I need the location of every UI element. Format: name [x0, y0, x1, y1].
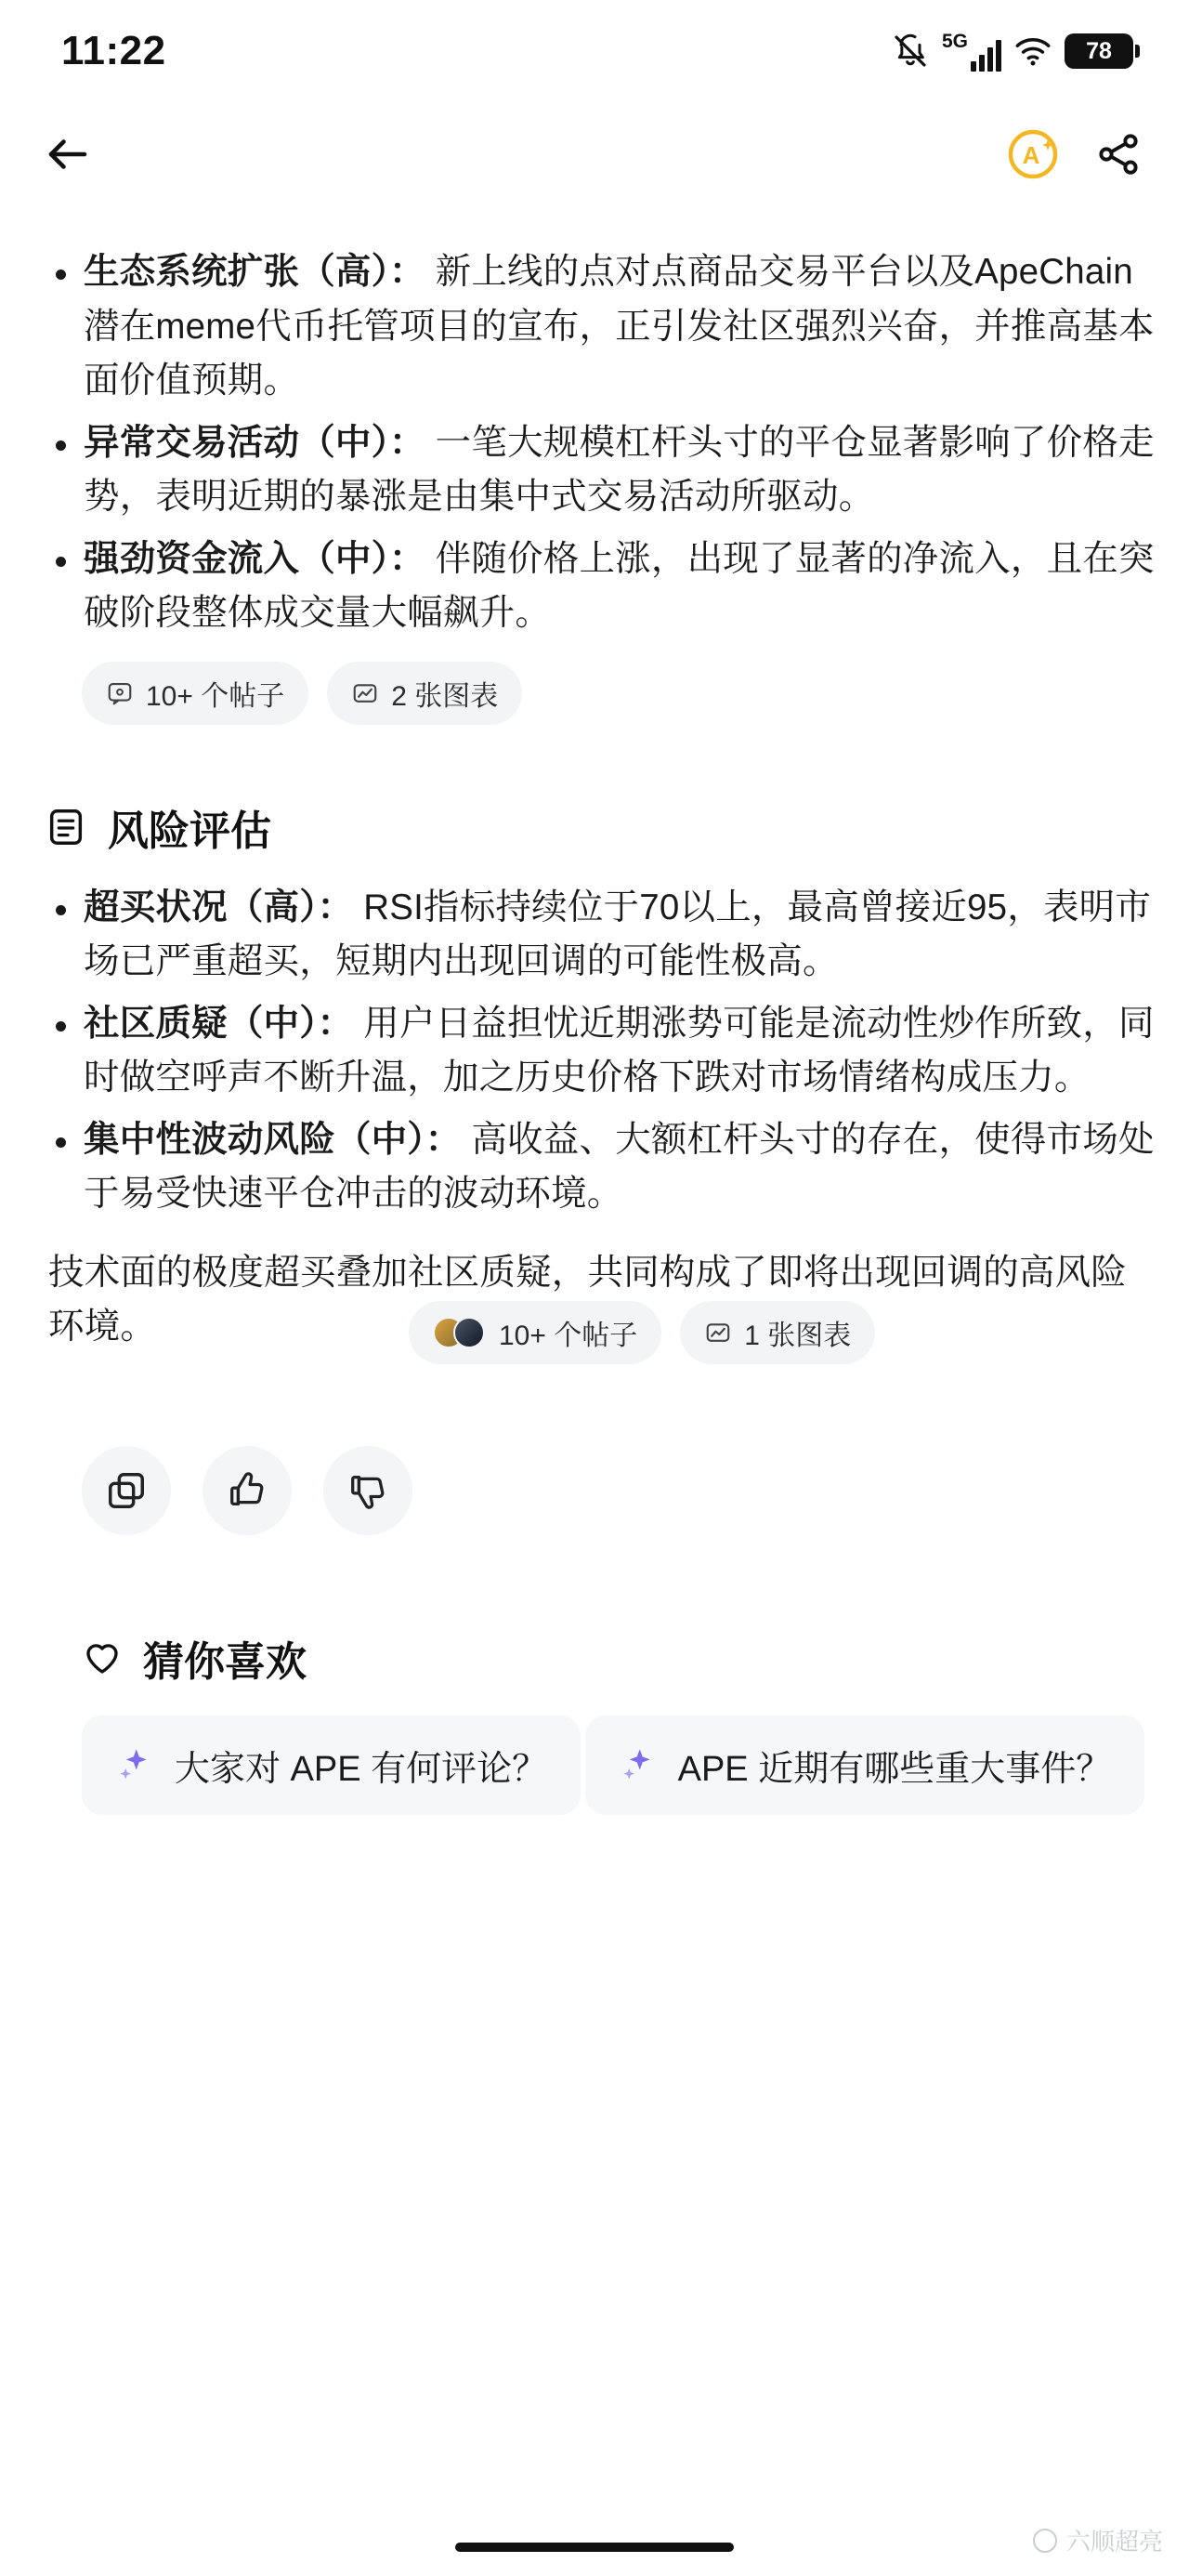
list-item-lead: 超买状况（高）： [84, 887, 354, 927]
suggestion-label: 大家对 APE 有何评论？ [175, 1749, 548, 1789]
risk-list [45, 881, 1161, 1222]
watermark-icon [1033, 2529, 1057, 2553]
watermark [1033, 2523, 1163, 2557]
suggestions-title-label: 猜你喜欢 [143, 1638, 307, 1685]
risk-source-chips [409, 1301, 1161, 1364]
list-item [45, 1113, 1161, 1222]
battery-indicator: 78 [1065, 33, 1133, 69]
chip-label: 1 张图表 [744, 1320, 852, 1351]
list-item-text: 用户日益担忧近期涨势可能是流动性炒作所致，同时做空呼声不断升温，加之历史价格下跌对市场情绪构成压力。 [84, 1003, 1155, 1098]
insights-source-chips [82, 662, 1161, 725]
section-title-label: 风险评估 [108, 808, 271, 854]
list-item-text: 伴随价格上涨，出现了显著的净流入，且在突破阶段整体成交量大幅飙升。 [84, 538, 1155, 634]
suggestions-title [82, 1628, 1161, 1688]
chip-charts[interactable] [680, 1301, 875, 1364]
top-bar-actions [1007, 128, 1143, 180]
heart-icon [82, 1637, 123, 1678]
status-time: 11:22 [61, 28, 166, 73]
thumbs-down-button[interactable] [323, 1446, 412, 1535]
list-item [45, 997, 1161, 1106]
network-type-label: 5G [941, 30, 968, 52]
list-item-text: 高收益、大额杠杆头寸的存在，使得市场处于易受快速平仓冲击的波动环境。 [84, 1119, 1155, 1215]
list-item [45, 881, 1161, 990]
list-item [45, 245, 1161, 409]
copy-icon [105, 1469, 148, 1512]
sparkle-icon [619, 1745, 658, 1784]
watermark-label: 六顺超亮 [1065, 2528, 1163, 2556]
chip-posts[interactable] [409, 1301, 661, 1364]
signal-bars-icon [971, 40, 1001, 72]
list-item-text: RSI指标持续位于70以上，最高曾接近95，表明市场已严重超买，短期内出现回调的可能性极高。 [84, 887, 1152, 982]
share-icon[interactable] [1094, 130, 1143, 178]
suggestion-item[interactable] [82, 1715, 581, 1815]
chip-label: 10+ 个帖子 [499, 1320, 638, 1351]
chip-posts[interactable] [82, 662, 308, 725]
list-item [45, 416, 1161, 525]
wifi-icon [1014, 35, 1052, 67]
list-item-lead: 社区质疑（中）： [84, 1003, 354, 1044]
status-icons [892, 32, 1133, 72]
thumbs-up-button[interactable] [203, 1446, 292, 1535]
list-item-text: 一笔大规模杠杆头寸的平仓显著影响了价格走势，表明近期的暴涨是由集中式交易活动所驱动。 [84, 422, 1155, 518]
thumbs-up-icon [226, 1469, 268, 1512]
chip-charts[interactable] [327, 662, 522, 725]
article-content [0, 206, 1189, 1837]
list-item-lead: 集中性波动风险（中）： [84, 1119, 462, 1160]
thumbs-down-icon [346, 1469, 389, 1512]
suggestions-list [82, 1715, 1161, 1837]
svg-text:A: A [1022, 141, 1040, 169]
insights-list [45, 245, 1161, 641]
suggestion-label: APE 近期有哪些重大事件？ [677, 1749, 1112, 1789]
chip-label: 10+ 个帖子 [146, 680, 285, 712]
list-item [45, 532, 1161, 641]
list-item-lead: 异常交易活动（中）： [84, 422, 425, 463]
cellular-signal [942, 32, 1001, 72]
list-item-text: 新上线的点对点商品交易平台以及ApeChain潜在meme代币托管项目的宣布，正引发社区强烈兴奋，并推高基本面价值预期。 [84, 252, 1155, 401]
bell-muted-icon [892, 33, 929, 70]
sparkle-icon [115, 1745, 154, 1784]
posts-icon [106, 679, 134, 707]
status-bar [0, 0, 1189, 102]
chart-icon [704, 1319, 732, 1347]
ai-assistant-icon[interactable] [1007, 128, 1059, 180]
list-item-lead: 生态系统扩张（高）： [84, 252, 425, 292]
chart-icon [351, 679, 379, 707]
risk-section-title [45, 797, 1161, 857]
suggestion-item[interactable] [585, 1715, 1145, 1815]
document-icon [45, 806, 87, 848]
message-actions [82, 1446, 1161, 1535]
chip-label: 2 张图表 [391, 680, 499, 712]
list-item-lead: 强劲资金流入（中）： [84, 538, 425, 579]
home-indicator[interactable] [455, 2543, 734, 2552]
avatars-icon [433, 1317, 485, 1348]
risk-summary-text: 技术面的极度超买叠加社区质疑，共同构成了即将出现回调的高风险环境。 [48, 1252, 1128, 1347]
copy-button[interactable] [82, 1446, 171, 1535]
back-arrow-icon[interactable] [43, 129, 93, 179]
app-top-bar [0, 102, 1189, 206]
